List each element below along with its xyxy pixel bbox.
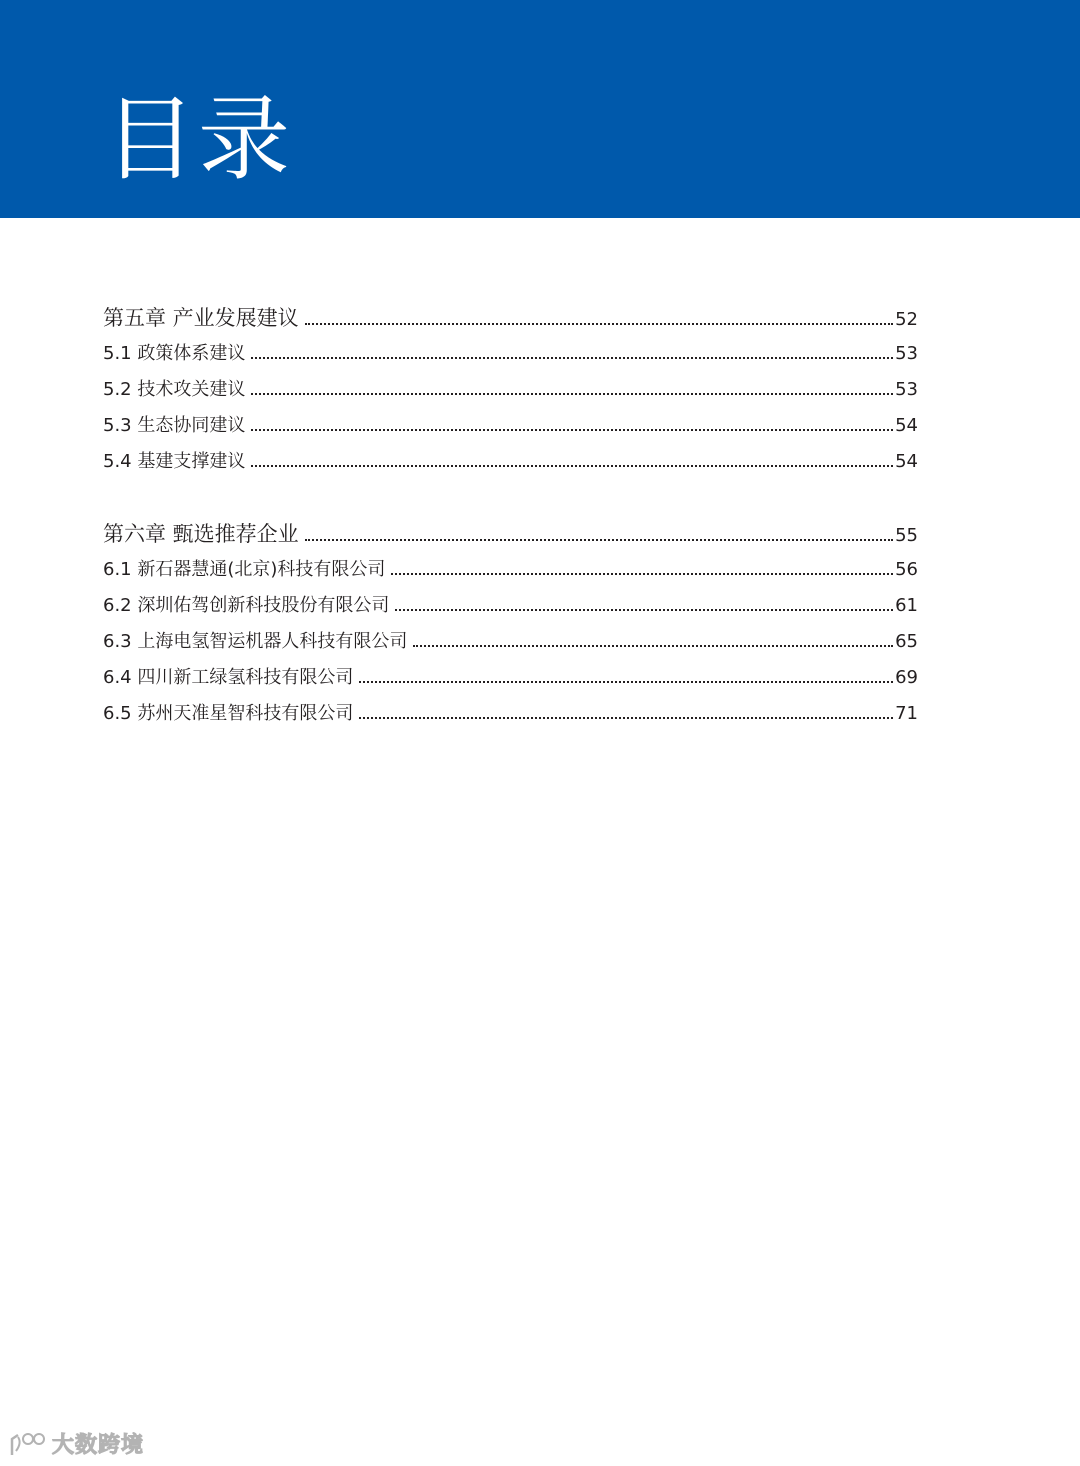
toc-page-number: 54	[895, 451, 918, 472]
toc-chapter-label: 第五章 产业发展建议	[103, 306, 299, 330]
toc-page-number: 56	[895, 559, 918, 580]
toc-item-entry[interactable]	[103, 336, 918, 372]
toc-item-entry[interactable]	[103, 372, 918, 408]
table-of-contents	[103, 300, 918, 768]
toc-page-number: 52	[895, 309, 918, 330]
toc-dot-leader	[305, 322, 893, 325]
toc-item-entry[interactable]	[103, 660, 918, 696]
watermark	[8, 1428, 144, 1459]
toc-page-number: 55	[895, 525, 918, 546]
toc-item-entry[interactable]	[103, 552, 918, 588]
toc-dot-leader	[251, 356, 893, 359]
toc-dot-leader	[251, 428, 893, 431]
toc-dot-leader	[395, 608, 893, 611]
toc-item-entry[interactable]	[103, 588, 918, 624]
toc-dot-leader	[359, 716, 893, 719]
toc-chapter-label: 第六章 甄选推荐企业	[103, 522, 299, 546]
toc-dot-leader	[413, 644, 893, 647]
watermark-logo-icon	[8, 1429, 48, 1459]
toc-section-chapter-5	[103, 300, 918, 480]
toc-dot-leader	[359, 680, 893, 683]
toc-chapter-entry[interactable]	[103, 516, 918, 552]
toc-item-label: 5.4 基建支撑建议	[103, 451, 246, 472]
toc-item-label: 6.5 苏州天准星智科技有限公司	[103, 703, 354, 724]
toc-item-label: 5.1 政策体系建议	[103, 343, 246, 364]
toc-item-entry[interactable]	[103, 696, 918, 732]
header-band	[0, 0, 1080, 218]
page-title: 目录	[104, 86, 293, 193]
toc-item-label: 6.1 新石器慧通(北京)科技有限公司	[103, 559, 386, 580]
toc-item-label: 6.4 四川新工绿氢科技有限公司	[103, 667, 354, 688]
toc-item-label: 6.3 上海电氢智运机器人科技有限公司	[103, 631, 408, 652]
toc-item-entry[interactable]	[103, 444, 918, 480]
toc-dot-leader	[391, 572, 893, 575]
toc-chapter-entry[interactable]	[103, 300, 918, 336]
toc-page-number: 53	[895, 379, 918, 400]
toc-page-number: 71	[895, 703, 918, 724]
toc-dot-leader	[251, 464, 893, 467]
toc-item-label: 6.2 深圳佑驾创新科技股份有限公司	[103, 595, 390, 616]
toc-page-number: 53	[895, 343, 918, 364]
toc-item-entry[interactable]	[103, 624, 918, 660]
toc-dot-leader	[305, 538, 893, 541]
toc-dot-leader	[251, 392, 893, 395]
toc-item-label: 5.3 生态协同建议	[103, 415, 246, 436]
toc-page-number: 69	[895, 667, 918, 688]
toc-page-number: 65	[895, 631, 918, 652]
toc-section-chapter-6	[103, 516, 918, 732]
watermark-text: 大数跨境	[52, 1433, 145, 1458]
toc-page-number: 54	[895, 415, 918, 436]
toc-item-label: 5.2 技术攻关建议	[103, 379, 246, 400]
toc-item-entry[interactable]	[103, 408, 918, 444]
toc-page-number: 61	[895, 595, 918, 616]
